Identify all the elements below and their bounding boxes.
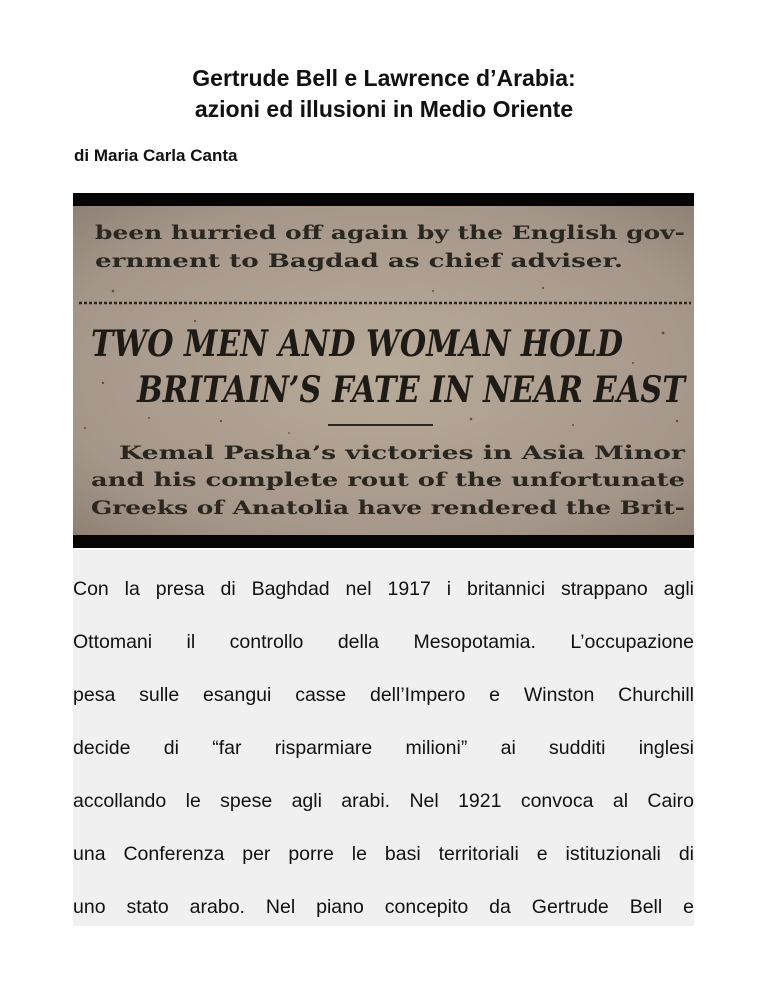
clipping-body-line-1: Kemal Pasha’s victories in Asia Minor: [119, 442, 687, 464]
clipping-top-line-2: ernment to Bagdad as chief adviser.: [95, 250, 623, 272]
body-line: una Conferenza per porre le basi territoriali e istituzionali di: [73, 843, 694, 865]
clipping-top-line-1: been hurried off again by the English gov-: [95, 222, 685, 244]
body-line: decide di “far risparmiare milioni” ai sudditi inglesi: [73, 737, 694, 759]
body-line: accollando le spese agli arabi. Nel 1921 convoca al Cairo: [73, 790, 694, 812]
letterbox-bottom: [73, 535, 694, 548]
title-line-1: Gertrude Bell e Lawrence d’Arabia:: [192, 65, 576, 91]
document-title: [0, 63, 768, 125]
author-byline: di Maria Carla Canta: [74, 146, 238, 165]
newspaper-clipping-image: [73, 193, 694, 548]
body-line: Ottomani il controllo della Mesopotamia. L’occupazione: [73, 631, 694, 653]
body-line: pesa sulle esangui casse dell’Impero e Winston Churchill: [73, 684, 694, 706]
letterbox-top: [73, 193, 694, 206]
clipping-headline-line-1: TWO MEN AND WOMAN HOLD: [91, 323, 623, 365]
body-line: uno stato arabo. Nel piano concepito da Gertrude Bell e: [73, 896, 694, 918]
clipping-body-line-2: and his complete rout of the unfortunate: [91, 469, 685, 491]
title-line-2: azioni ed illusioni in Medio Oriente: [194, 96, 574, 122]
clipping-body-line-3: Greeks of Anatolia have rendered the Brit-: [91, 497, 685, 519]
newspaper-clipping-svg: [73, 193, 694, 548]
clipping-headline-line-2: BRITAIN’S FATE IN NEAR EAST: [136, 369, 687, 411]
article-body: [73, 550, 694, 926]
body-line: Con la presa di Baghdad nel 1917 i britannici strappano agli: [73, 578, 694, 600]
